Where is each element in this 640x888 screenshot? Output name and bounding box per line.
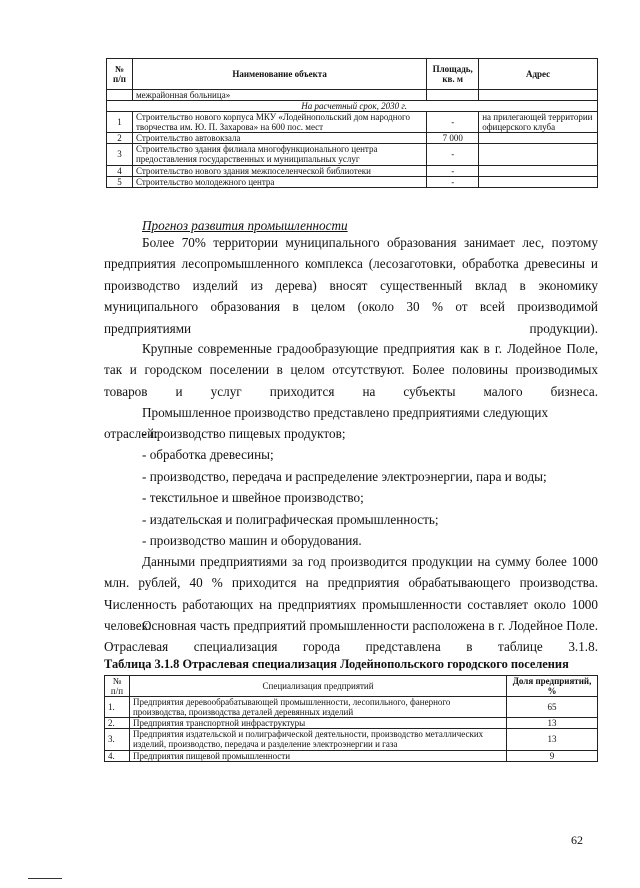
- row-area: -: [427, 144, 479, 165]
- section-subheading: Прогноз развития промышленности: [142, 218, 348, 233]
- table-row: [105, 729, 598, 750]
- page-number: 62: [571, 833, 583, 847]
- planned-objects-table: [106, 58, 598, 188]
- table-row: [107, 176, 598, 187]
- header-address: Адрес: [479, 59, 598, 90]
- paragraph-location: Основная часть предприятий промышленности расположена в г. Лодейное Поле. Отраслевая специализация города представлена в таблице 3.1.8.: [104, 618, 598, 655]
- row-area: -: [427, 112, 479, 133]
- specialization-table: [104, 675, 598, 762]
- paragraph-forestry: Более 70% территории муниципального образования занимает лес, поэтому предприятия лесопромышленного комплекса (лесозаготовки, обработка древесины и производство изделий из дерева) вносят существенный вклад в экономику муниципального образования в целом (около 30 % от всей производимой предприятиями продукции).: [104, 235, 598, 336]
- table-row: [105, 718, 598, 729]
- row-spec: Предприятия пищевой промышленности: [129, 750, 506, 761]
- table-row: [107, 133, 598, 144]
- row-name: Строительство здания филиала многофункционального центра предоставления государственных и муниципальных услуг: [132, 144, 426, 165]
- paragraph-industries-intro: Промышленное производство представлено предприятиями следующих отраслей:: [104, 405, 549, 442]
- row-num: 5: [107, 176, 133, 187]
- row-area: -: [427, 176, 479, 187]
- list-item: - производство машин и оборудования.: [142, 533, 362, 549]
- row-name: Строительство нового здания межпоселенческой библиотеки: [132, 165, 426, 176]
- row-spec: Предприятия издательской и полиграфической деятельности, производство металлических изделий, производство, передача и разделение электроэнергии и газа: [129, 729, 506, 750]
- row-area: 7 000: [427, 133, 479, 144]
- row-num: 1.: [105, 697, 130, 718]
- industries-list: [104, 423, 598, 551]
- row-address: [479, 144, 598, 165]
- row-num: 4: [107, 165, 133, 176]
- row-share: 9: [507, 750, 598, 761]
- row-share: 65: [507, 697, 598, 718]
- row-name: Строительство автовокзала: [132, 133, 426, 144]
- header-spec: Специализация предприятий: [129, 676, 506, 697]
- table-header-row: [105, 676, 598, 697]
- table-row: [107, 144, 598, 165]
- row-address: [479, 176, 598, 187]
- footer-divider: [28, 878, 62, 879]
- row-num: 3.: [105, 729, 130, 750]
- row-name: Строительство молодежного центра: [132, 176, 426, 187]
- continuation-cell: межрайонная больница»: [132, 90, 426, 101]
- paragraph-production-volume: Данными предприятиями за год производится продукции на сумму более 1000 млн. рублей, 40 % приходится на предприятия обрабатывающего производства. Численность работающих на предприятиях промышленности составляет около 1000 человек.: [104, 554, 598, 634]
- row-num: 3: [107, 144, 133, 165]
- row-share: 13: [507, 729, 598, 750]
- table-row: [105, 697, 598, 718]
- row-spec: Предприятия транспортной инфраструктуры: [129, 718, 506, 729]
- list-item: - производство пищевых продуктов;: [142, 426, 346, 441]
- table-row: [105, 750, 598, 761]
- header-share: Доля предприятий, %: [507, 676, 598, 697]
- paragraph-enterprises: Крупные современные градообразующие предприятия как в г. Лодейное Поле, так и городском поселении в целом отсутствуют. Более половины производимых товаров и услуг приходится на субъекты малого бизнеса.: [104, 341, 598, 399]
- section-label: На расчетный срок, 2030 г.: [107, 101, 598, 112]
- table-row: [107, 112, 598, 133]
- row-address: [479, 165, 598, 176]
- section-row: [107, 101, 598, 112]
- header-area: Площадь, кв. м: [427, 59, 479, 90]
- row-address: на прилегающей территории офицерского клуба: [479, 112, 598, 133]
- header-num: № п/п: [107, 59, 133, 90]
- row-num: 4.: [105, 750, 130, 761]
- header-name: Наименование объекта: [132, 59, 426, 90]
- list-item: - издательская и полиграфическая промышленность;: [142, 511, 439, 527]
- row-num: 1: [107, 112, 133, 133]
- list-item: - обработка древесины;: [142, 447, 274, 463]
- table-row: [107, 165, 598, 176]
- row-share: 13: [507, 718, 598, 729]
- list-item: - производство, передача и распределение электроэнергии, пара и воды;: [142, 468, 547, 484]
- row-address: [479, 133, 598, 144]
- table-row: [107, 90, 598, 101]
- list-item: - текстильное и швейное производство;: [142, 490, 364, 506]
- table-caption: Таблица 3.1.8 Отраслевая специализация Лодейнопольского городского поселения: [104, 657, 569, 671]
- row-num: 2: [107, 133, 133, 144]
- row-num: 2.: [105, 718, 130, 729]
- header-num: № п/п: [105, 676, 130, 697]
- row-name: Строительство нового корпуса МКУ «Лодейнопольский дом народного творчества им. Ю. П. Захарова» на 600 пос. мест: [132, 112, 426, 133]
- row-area: -: [427, 165, 479, 176]
- table-header-row: [107, 59, 598, 90]
- row-spec: Предприятия деревообрабатывающей промышленности, лесопильного, фанерного производства, производства деталей деревянных изделий: [129, 697, 506, 718]
